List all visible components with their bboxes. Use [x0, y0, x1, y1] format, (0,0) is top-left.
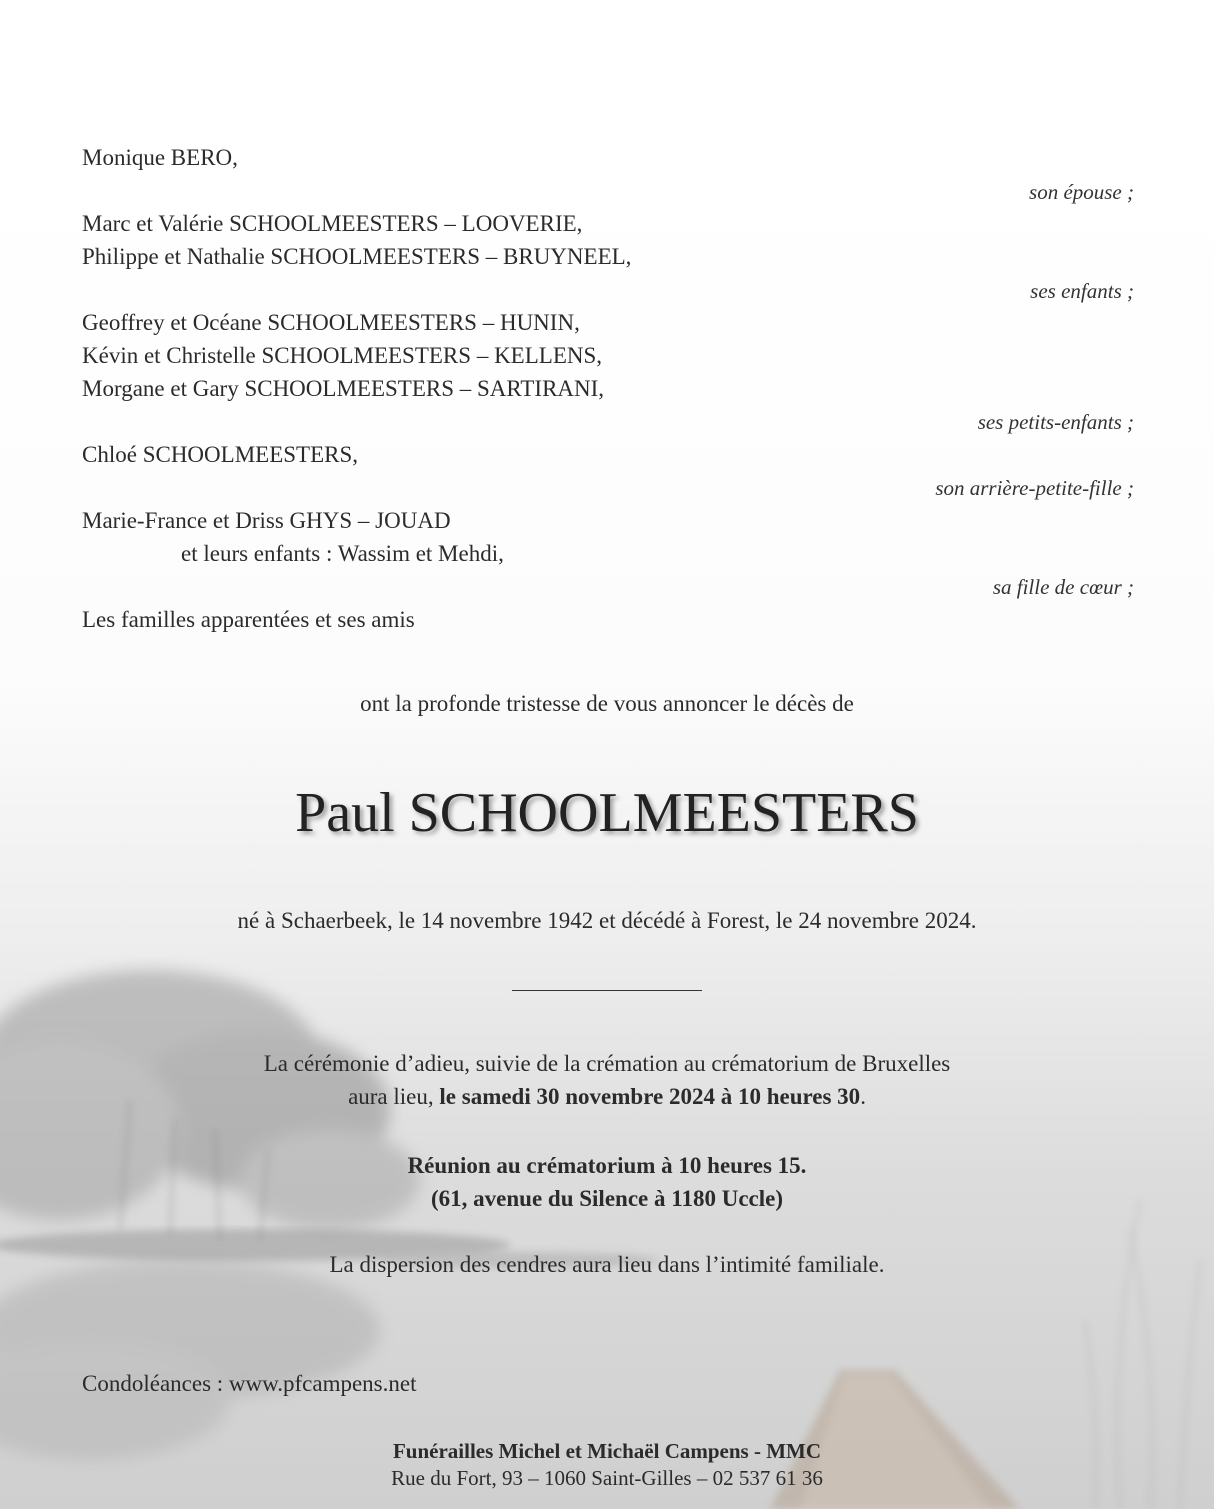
great-grandchild-name: Chloé SCHOOLMEESTERS, — [82, 442, 359, 467]
heart-daughter-name: Marie-France et Driss GHYS – JOUAD — [82, 508, 451, 533]
child-name: Marc et Valérie SCHOOLMEESTERS – LOOVERIE, — [82, 211, 583, 236]
heart-daughter-children: et leurs enfants : Wassim et Mehdi, — [181, 541, 504, 566]
heart-daughter-role: sa fille de cœur ; — [992, 575, 1134, 599]
meeting-time: Réunion au crématorium à 10 heures 15. — [407, 1153, 807, 1178]
ceremony-prefix: aura lieu, — [348, 1084, 440, 1109]
ceremony-date-time: le samedi 30 novembre 2024 à 10 heures 30 — [439, 1084, 861, 1109]
other-relatives: Les familles apparentées et ses amis — [82, 607, 415, 632]
crematorium-address: (61, avenue du Silence à 1180 Uccle) — [431, 1186, 783, 1211]
condolences-link[interactable]: Condoléances : www.pfcampens.net — [82, 1371, 417, 1396]
grandchild-name: Kévin et Christelle SCHOOLMEESTERS – KELLENS, — [82, 343, 603, 368]
great-grandchild-role: son arrière-petite-fille ; — [935, 476, 1134, 500]
ashes-dispersion: La dispersion des cendres aura lieu dans l’intimité familiale. — [329, 1252, 885, 1277]
birth-death-dates: né à Schaerbeek, le 14 novembre 1942 et décédé à Forest, le 24 novembre 2024. — [237, 908, 977, 933]
grandchild-name: Geoffrey et Océane SCHOOLMEESTERS – HUNIN, — [82, 310, 580, 335]
grandchild-name: Morgane et Gary SCHOOLMEESTERS – SARTIRANI, — [82, 376, 605, 401]
deceased-name: Paul SCHOOLMEESTERS — [295, 782, 919, 844]
spouse-role: son épouse ; — [1029, 180, 1134, 204]
funeral-home-name: Funérailles Michel et Michaël Campens - MMC — [392, 1439, 822, 1463]
ceremony-line-2 — [0, 1084, 1214, 1110]
ceremony-suffix: . — [860, 1084, 866, 1109]
spouse-name: Monique BERO, — [82, 145, 238, 170]
funeral-home-address: Rue du Fort, 93 – 1060 Saint-Gilles – 02 537 61 36 — [391, 1466, 823, 1490]
children-role: ses enfants ; — [1030, 279, 1134, 303]
grandchildren-role: ses petits-enfants ; — [977, 410, 1134, 434]
ceremony-line-1: La cérémonie d’adieu, suivie de la crémation au crématorium de Bruxelles — [263, 1051, 951, 1076]
divider — [512, 990, 702, 991]
child-name: Philippe et Nathalie SCHOOLMEESTERS – BRUYNEEL, — [82, 244, 632, 269]
announcement-text: ont la profonde tristesse de vous annoncer le décès de — [360, 691, 854, 716]
